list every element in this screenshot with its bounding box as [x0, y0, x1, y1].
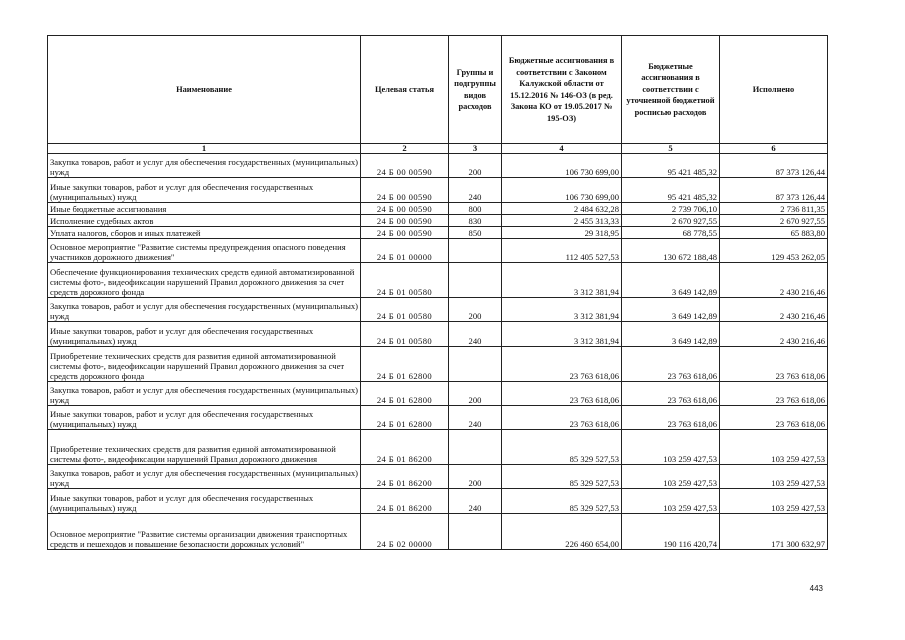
- row-approved: 85 329 527,53: [502, 489, 622, 514]
- row-article: 24 Б 01 86200: [361, 430, 449, 465]
- row-name: Иные закупки товаров, работ и услуг для обеспечения государственных (муниципальных) нужд: [48, 178, 361, 203]
- row-group: [449, 263, 502, 298]
- table-row: [48, 178, 828, 203]
- header-refined: Бюджетные ассигнования в соответствии с уточненной бюджетной росписью расходов: [622, 36, 720, 144]
- row-approved: 23 763 618,06: [502, 382, 622, 406]
- row-group: 200: [449, 298, 502, 322]
- row-approved: 106 730 699,00: [502, 154, 622, 178]
- column-number: 6: [720, 144, 828, 154]
- row-refined: 23 763 618,06: [622, 382, 720, 406]
- row-approved: 112 405 527,53: [502, 239, 622, 263]
- row-executed: 2 430 216,46: [720, 322, 828, 347]
- row-group: 200: [449, 154, 502, 178]
- row-name: Закупка товаров, работ и услуг для обеспечения государственных (муниципальных) нужд: [48, 298, 361, 322]
- row-name: Иные закупки товаров, работ и услуг для обеспечения государственных (муниципальных) нужд: [48, 489, 361, 514]
- table-row: [48, 465, 828, 489]
- column-number-row: [48, 144, 828, 154]
- column-number: 5: [622, 144, 720, 154]
- row-group: 240: [449, 178, 502, 203]
- row-executed: 103 259 427,53: [720, 489, 828, 514]
- column-number: 1: [48, 144, 361, 154]
- row-executed: 23 763 618,06: [720, 347, 828, 382]
- row-article: 24 Б 00 00590: [361, 178, 449, 203]
- row-approved: 85 329 527,53: [502, 430, 622, 465]
- row-name: Приобретение технических средств для развития единой автоматизированной системы фото-, видеофиксации нарушений Правил дорожного движения за счет средств дорожного фонда: [48, 347, 361, 382]
- row-refined: 190 116 420,74: [622, 514, 720, 550]
- row-refined: 3 649 142,89: [622, 263, 720, 298]
- row-refined: 103 259 427,53: [622, 489, 720, 514]
- row-refined: 2 670 927,55: [622, 215, 720, 227]
- table-row: [48, 322, 828, 347]
- row-refined: 3 649 142,89: [622, 298, 720, 322]
- row-group: 200: [449, 382, 502, 406]
- row-article: 24 Б 00 00590: [361, 215, 449, 227]
- row-article: 24 Б 01 00580: [361, 322, 449, 347]
- budget-table: [47, 35, 828, 550]
- header-groups: Группы и подгруппы видов расходов: [449, 36, 502, 144]
- row-executed: 2 670 927,55: [720, 215, 828, 227]
- row-name: Закупка товаров, работ и услуг для обеспечения государственных (муниципальных) нужд: [48, 154, 361, 178]
- row-approved: 3 312 381,94: [502, 322, 622, 347]
- row-approved: 23 763 618,06: [502, 406, 622, 430]
- row-article: 24 Б 01 00000: [361, 239, 449, 263]
- row-name: Обеспечение функционирования технических средств единой автоматизированной системы фото-, видеофиксации нарушений Правил дорожного движения за счет средств дорожного фонда: [48, 263, 361, 298]
- row-approved: 106 730 699,00: [502, 178, 622, 203]
- row-group: [449, 347, 502, 382]
- table-row: [48, 406, 828, 430]
- table-row: [48, 215, 828, 227]
- header-name: Наименование: [48, 36, 361, 144]
- column-number: 4: [502, 144, 622, 154]
- row-article: 24 Б 01 62800: [361, 406, 449, 430]
- row-name: Иные закупки товаров, работ и услуг для обеспечения государственных (муниципальных) нужд: [48, 406, 361, 430]
- row-approved: 226 460 654,00: [502, 514, 622, 550]
- row-name: Приобретение технических средств для развития единой автоматизированной системы фото-, видеофиксации нарушений Правил дорожного движения: [48, 430, 361, 465]
- row-name: Иные бюджетные ассигнования: [48, 203, 361, 215]
- table-row: [48, 430, 828, 465]
- table-row: [48, 203, 828, 215]
- row-group: 830: [449, 215, 502, 227]
- row-approved: 85 329 527,53: [502, 465, 622, 489]
- page-number: 443: [809, 584, 823, 593]
- row-refined: 23 763 618,06: [622, 406, 720, 430]
- table-row: [48, 239, 828, 263]
- row-article: 24 Б 00 00590: [361, 154, 449, 178]
- row-name: Основное мероприятие "Развитие системы организации движения транспортных средств и пешеходов и повышение безопасности дорожных условий": [48, 514, 361, 550]
- row-article: 24 Б 01 00580: [361, 298, 449, 322]
- row-refined: 103 259 427,53: [622, 430, 720, 465]
- table-row: [48, 154, 828, 178]
- header-approved: Бюджетные ассигнования в соответствии с Законом Калужской области от 15.12.2016 № 146-ОЗ (в ред. Закона КО от 19.05.2017 № 195-ОЗ): [502, 36, 622, 144]
- row-refined: 95 421 485,32: [622, 178, 720, 203]
- row-refined: 2 739 706,10: [622, 203, 720, 215]
- row-approved: 3 312 381,94: [502, 298, 622, 322]
- row-group: 240: [449, 322, 502, 347]
- row-article: 24 Б 01 62800: [361, 347, 449, 382]
- row-article: 24 Б 01 86200: [361, 465, 449, 489]
- column-number: 3: [449, 144, 502, 154]
- row-refined: 68 778,55: [622, 227, 720, 239]
- row-executed: 2 430 216,46: [720, 263, 828, 298]
- row-executed: 2 430 216,46: [720, 298, 828, 322]
- row-executed: 87 373 126,44: [720, 154, 828, 178]
- row-article: 24 Б 01 00580: [361, 263, 449, 298]
- header-row: [48, 36, 828, 144]
- row-executed: 2 736 811,35: [720, 203, 828, 215]
- row-group: 800: [449, 203, 502, 215]
- row-group: 240: [449, 489, 502, 514]
- table-row: [48, 263, 828, 298]
- row-executed: 23 763 618,06: [720, 406, 828, 430]
- row-executed: 103 259 427,53: [720, 465, 828, 489]
- row-name: Основное мероприятие "Развитие системы предупреждения опасного поведения участников дорожного движения": [48, 239, 361, 263]
- row-article: 24 Б 01 62800: [361, 382, 449, 406]
- row-article: 24 Б 01 86200: [361, 489, 449, 514]
- row-approved: 2 455 313,33: [502, 215, 622, 227]
- row-group: 200: [449, 465, 502, 489]
- row-group: [449, 514, 502, 550]
- row-group: 240: [449, 406, 502, 430]
- header-executed: Исполнено: [720, 36, 828, 144]
- header-article: Целевая статья: [361, 36, 449, 144]
- column-number: 2: [361, 144, 449, 154]
- row-approved: 2 484 632,28: [502, 203, 622, 215]
- row-name: Уплата налогов, сборов и иных платежей: [48, 227, 361, 239]
- row-executed: 103 259 427,53: [720, 430, 828, 465]
- row-refined: 103 259 427,53: [622, 465, 720, 489]
- row-group: [449, 239, 502, 263]
- table-row: [48, 298, 828, 322]
- row-article: 24 Б 00 00590: [361, 203, 449, 215]
- row-refined: 23 763 618,06: [622, 347, 720, 382]
- row-approved: 29 318,95: [502, 227, 622, 239]
- row-article: 24 Б 02 00000: [361, 514, 449, 550]
- row-group: [449, 430, 502, 465]
- row-refined: 95 421 485,32: [622, 154, 720, 178]
- row-executed: 129 453 262,05: [720, 239, 828, 263]
- row-refined: 3 649 142,89: [622, 322, 720, 347]
- table-row: [48, 382, 828, 406]
- row-article: 24 Б 00 00590: [361, 227, 449, 239]
- table-row: [48, 227, 828, 239]
- row-approved: 3 312 381,94: [502, 263, 622, 298]
- table-row: [48, 347, 828, 382]
- row-executed: 171 300 632,97: [720, 514, 828, 550]
- row-name: Закупка товаров, работ и услуг для обеспечения государственных (муниципальных) нужд: [48, 382, 361, 406]
- table-row: [48, 489, 828, 514]
- row-refined: 130 672 188,48: [622, 239, 720, 263]
- table-row: [48, 514, 828, 550]
- row-name: Иные закупки товаров, работ и услуг для обеспечения государственных (муниципальных) нужд: [48, 322, 361, 347]
- row-executed: 87 373 126,44: [720, 178, 828, 203]
- row-name: Исполнение судебных актов: [48, 215, 361, 227]
- row-name: Закупка товаров, работ и услуг для обеспечения государственных (муниципальных) нужд: [48, 465, 361, 489]
- row-group: 850: [449, 227, 502, 239]
- row-executed: 23 763 618,06: [720, 382, 828, 406]
- row-approved: 23 763 618,06: [502, 347, 622, 382]
- row-executed: 65 883,80: [720, 227, 828, 239]
